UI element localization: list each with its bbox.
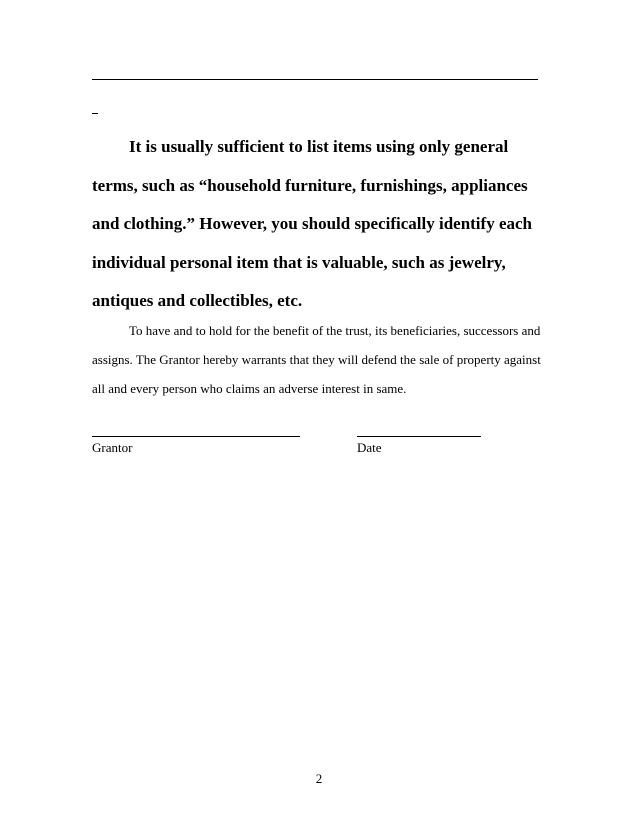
instruction-line-4: individual personal item that is valuable, such as jewelry, bbox=[92, 252, 506, 272]
instruction-line-1: It is usually sufficient to list items using only general bbox=[129, 137, 509, 156]
blank-fill-line bbox=[92, 79, 538, 80]
grantor-label: Grantor bbox=[92, 440, 133, 455]
grantor-signature-line bbox=[92, 436, 300, 437]
date-label: Date bbox=[357, 440, 382, 455]
habendum-line-1: To have and to hold for the benefit of the trust, its beneficiaries, successors and bbox=[129, 323, 541, 338]
instruction-line-2: terms, such as “household furniture, furnishings, appliances bbox=[92, 175, 528, 195]
instruction-line-3: and clothing.” However, you should specifically identify each bbox=[92, 214, 532, 233]
blank-fill-line-continuation bbox=[92, 113, 98, 114]
instruction-paragraph bbox=[92, 128, 552, 321]
habendum-line-2: assigns. The Grantor hereby warrants that they will defend the sale of property against bbox=[92, 352, 541, 367]
date-signature-line bbox=[357, 436, 481, 437]
habendum-line-3: all and every person who claims an adverse interest in same. bbox=[92, 381, 407, 396]
habendum-paragraph bbox=[92, 316, 552, 403]
page-number: 2 bbox=[315, 771, 323, 786]
instruction-line-5: antiques and collectibles, etc. bbox=[92, 291, 303, 310]
